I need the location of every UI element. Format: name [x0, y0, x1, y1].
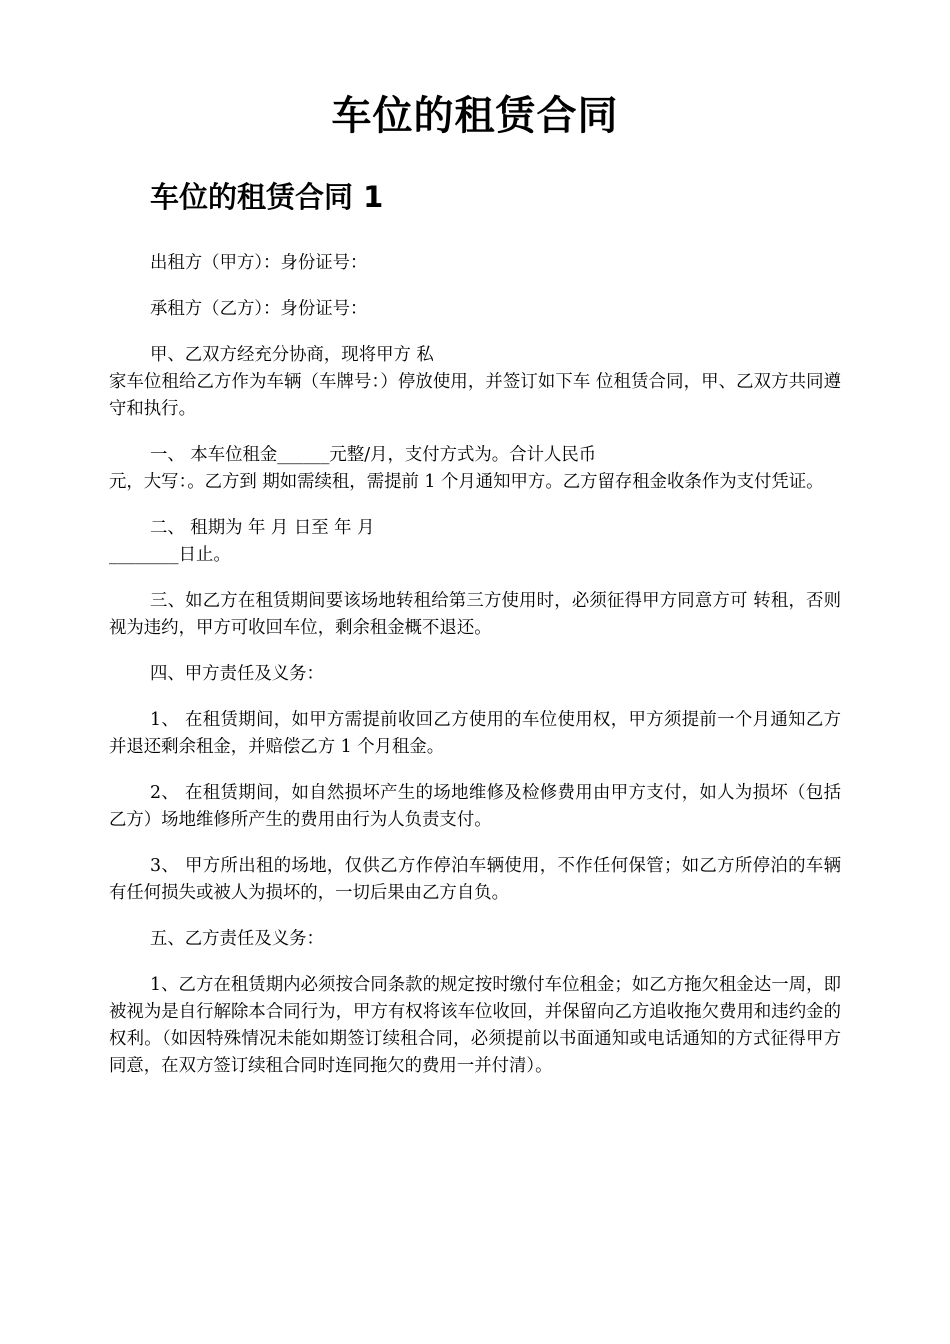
paragraph-line: 四、甲方责任及义务：	[150, 664, 324, 684]
paragraph-line: 三、如乙方在租赁期间要该场地转租给第三方使用时，必须征得甲方同意方可 转租，否则视为违约，甲方可收回车位，剩余租金概不退还。	[109, 591, 841, 638]
paragraph-clause-4-1	[109, 707, 841, 761]
paragraph-line: 3、 甲方所出租的场地，仅供乙方作停泊车辆使用，不作任何保管；如乙方所停泊的车辆有任何损失或被人为损坏的，一切后果由乙方自负。	[109, 856, 841, 903]
paragraph-clause-2	[109, 515, 841, 569]
paragraph-clause-5-heading	[109, 926, 841, 953]
paragraph-clause-1	[109, 442, 841, 496]
paragraph-line: 甲、乙双方经充分协商，现将甲方 私	[150, 345, 434, 365]
paragraph-line: 元，大写：。乙方到 期如需续租，需提前 1 个月通知甲方。乙方留存租金收条作为支付凭证。	[109, 472, 824, 492]
paragraph-line: 2、 在租赁期间，如自然损坏产生的场地维修及检修费用由甲方支付，如人为损坏（包括乙方）场地维修所产生的费用由行为人负责支付。	[109, 783, 841, 830]
paragraph-line: 一、 本车位租金______元整/月，支付方式为。合计人民币	[150, 445, 597, 465]
paragraph-clause-4-2	[109, 780, 841, 834]
paragraph-clause-3	[109, 588, 841, 642]
document-title: 车位的租赁合同	[331, 93, 619, 139]
paragraph-clause-5-1	[109, 972, 841, 1080]
paragraph-line: 出租方（甲方）：身份证号：	[150, 253, 368, 273]
paragraph-line: 五、乙方责任及义务：	[150, 929, 324, 949]
section-title: 车位的租赁合同 1	[150, 180, 384, 214]
paragraph-line: 1、 在租赁期间，如甲方需提前收回乙方使用的车位使用权，甲方须提前一个月通知乙方并退还剩余租金，并赔偿乙方 1 个月租金。	[109, 710, 841, 757]
paragraph-clause-4-heading	[109, 661, 841, 688]
paragraph-line: 家车位租给乙方作为车辆（车牌号：）停放使用，并签订如下车 位租赁合同，甲、乙双方共同遵守和执行。	[109, 372, 841, 419]
paragraph-line: 二、 租期为 年 月 日至 年 月	[150, 518, 375, 538]
document-body	[109, 250, 841, 1099]
paragraph-lessee	[109, 296, 841, 323]
paragraph-line: 承租方（乙方）：身份证号：	[150, 299, 368, 319]
paragraph-line: ________日止。	[109, 545, 231, 565]
paragraph-lessor	[109, 250, 841, 277]
paragraph-intro	[109, 342, 841, 423]
paragraph-line: 1、乙方在租赁期内必须按合同条款的规定按时缴付车位租金；如乙方拖欠租金达一周，即被视为是自行解除本合同行为，甲方有权将该车位收回，并保留向乙方追收拖欠费用和违约金的权利。（如因特殊情况未能如期签订续租合同，必须提前以书面通知或电话通知的方式征得甲方同意，在双方签订续租合同时连同拖欠的费用一并付清）。	[109, 975, 841, 1076]
paragraph-clause-4-3	[109, 853, 841, 907]
